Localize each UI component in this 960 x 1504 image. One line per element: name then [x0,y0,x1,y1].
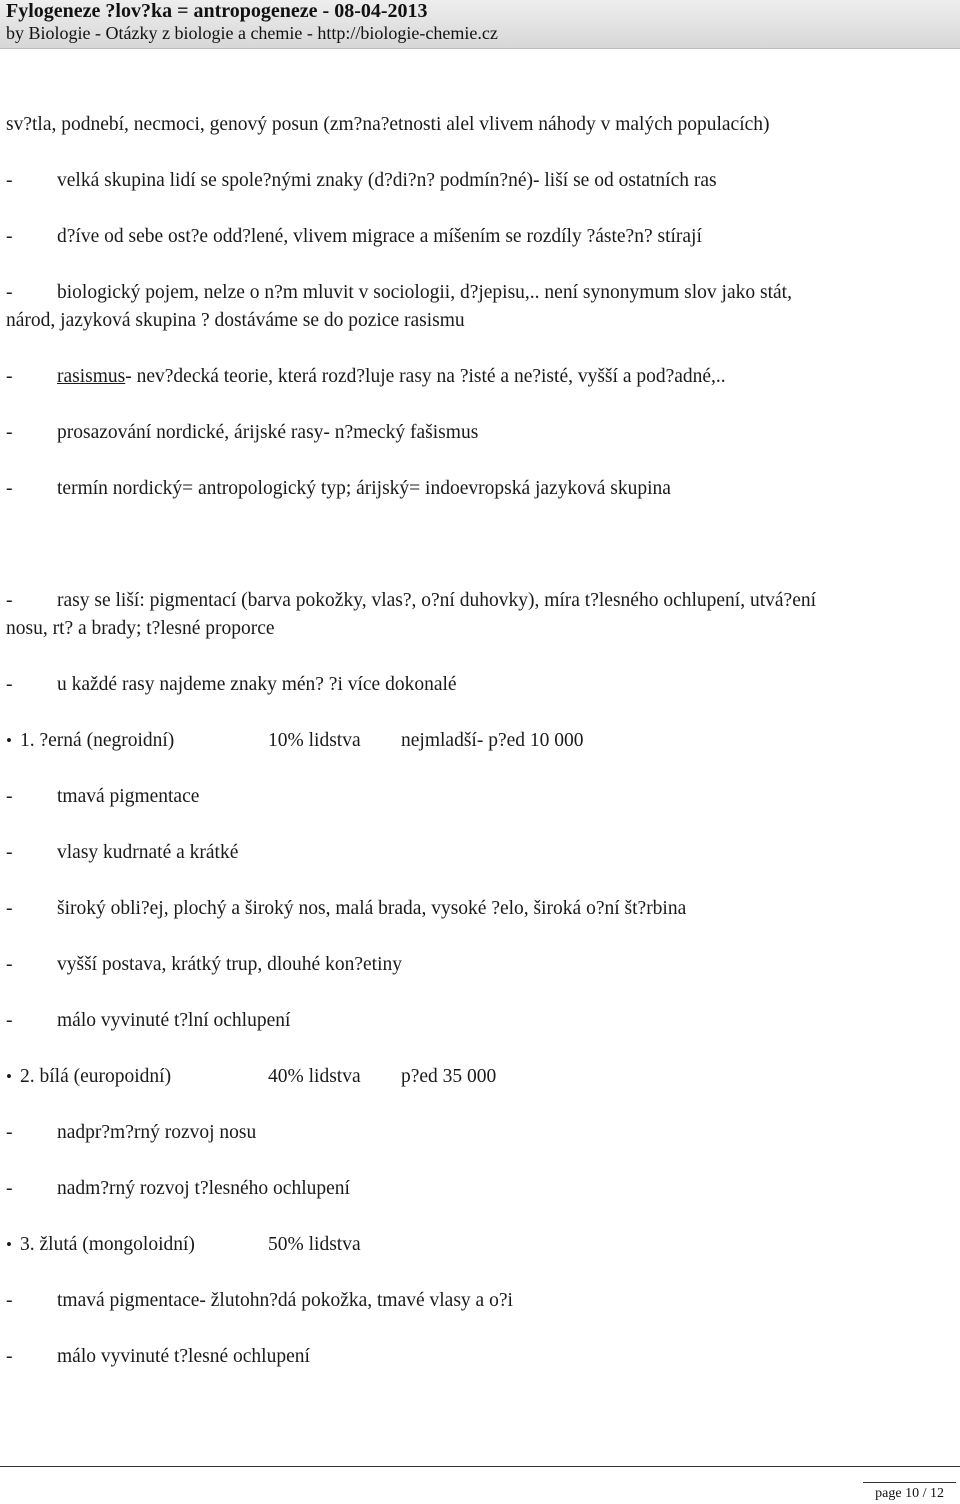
list-item-continuation: národ, jazyková skupina ? dostáváme se do pozice rasismu [6,310,465,331]
dash-marker: - [6,1010,13,1031]
list-item-text: tmavá pigmentace- žlutohn?dá pokožka, tmavé vlasy a o?i [57,1290,513,1311]
race-name: 2. bílá (europoidní) [20,1066,172,1087]
list-item-continuation: nosu, rt? a brady; t?lesné proporce [6,618,275,639]
dash-marker: - [6,366,13,387]
list-item-text: d?íve od sebe ost?e odd?lené, vlivem migrace a míšením se rozdíly ?áste?n? stírají [57,226,702,247]
list-item-text: tmavá pigmentace [57,786,200,807]
dash-marker: - [6,1346,13,1367]
document-title: Fylogeneze ?lov?ka = antropogeneze - 08-04-2013 [6,0,428,22]
bullet-marker: • [6,1235,12,1254]
dash-marker: - [6,170,13,191]
race-name: 3. žlutá (mongoloidní) [20,1234,195,1255]
dash-marker: - [6,954,13,975]
list-item-text: prosazování nordické, árijské rasy- n?mecký fašismus [57,422,479,443]
race-age: p?ed 35 000 [401,1066,497,1087]
list-item-text: velká skupina lidí se spole?nými znaky (d?di?n? podmín?né)- liší se od ostatních ras [57,170,717,191]
document-subtitle: by Biologie - Otázky z biologie a chemie - http://biologie-chemie.cz [6,23,498,43]
list-item-text: biologický pojem, nelze o n?m mluvit v sociologii, d?jepisu,.. není synonymum slov jako stát, [57,282,792,303]
list-item-text: vyšší postava, krátký trup, dlouhé kon?etiny [57,954,402,975]
page-number: page 10 / 12 [863,1482,956,1502]
dash-marker: - [6,1290,13,1311]
dash-marker: - [6,478,13,499]
race-share: 40% lidstva [268,1066,361,1087]
dash-marker: - [6,898,13,919]
footer-divider [0,1466,960,1467]
list-item-text: vlasy kudrnaté a krátké [57,842,239,863]
list-item-text [57,366,726,388]
dash-marker: - [6,226,13,247]
page-header [0,0,960,49]
race-share: 10% lidstva [268,730,361,751]
race-name: 1. ?erná (negroidní) [20,730,175,751]
bullet-marker: • [6,731,12,750]
list-item-text: u každé rasy najdeme znaky mén? ?i více dokonalé [57,674,457,695]
underlined-term: rasismus [57,366,126,387]
race-share: 50% lidstva [268,1234,361,1255]
list-item-text: málo vyvinuté t?lní ochlupení [57,1010,291,1031]
bullet-marker: • [6,1067,12,1086]
dash-marker: - [6,1122,13,1143]
paragraph-line: sv?tla, podnebí, necmoci, genový posun (zm?na?etnosti alel vlivem náhody v malých populacích) [6,114,770,135]
dash-marker: - [6,842,13,863]
dash-marker: - [6,282,13,303]
list-item-rest: - nev?decká teorie, která rozd?luje rasy na ?isté a ne?isté, vyšší a pod?adné,.. [125,366,726,387]
dash-marker: - [6,1178,13,1199]
list-item-text: široký obli?ej, plochý a široký nos, malá brada, vysoké ?elo, široká o?ní št?rbina [57,898,687,919]
dash-marker: - [6,422,13,443]
list-item-text: málo vyvinuté t?lesné ochlupení [57,1346,310,1367]
dash-marker: - [6,674,13,695]
list-item-text: termín nordický= antropologický typ; árijský= indoevropská jazyková skupina [57,478,671,499]
dash-marker: - [6,786,13,807]
dash-marker: - [6,590,13,611]
race-age: nejmladší- p?ed 10 000 [401,730,584,751]
list-item-text: nadpr?m?rný rozvoj nosu [57,1122,257,1143]
list-item-text: rasy se liší: pigmentací (barva pokožky, vlas?, o?ní duhovky), míra t?lesného ochlupení, utvá?ení [57,590,817,611]
list-item-text: nadm?rný rozvoj t?lesného ochlupení [57,1178,350,1199]
